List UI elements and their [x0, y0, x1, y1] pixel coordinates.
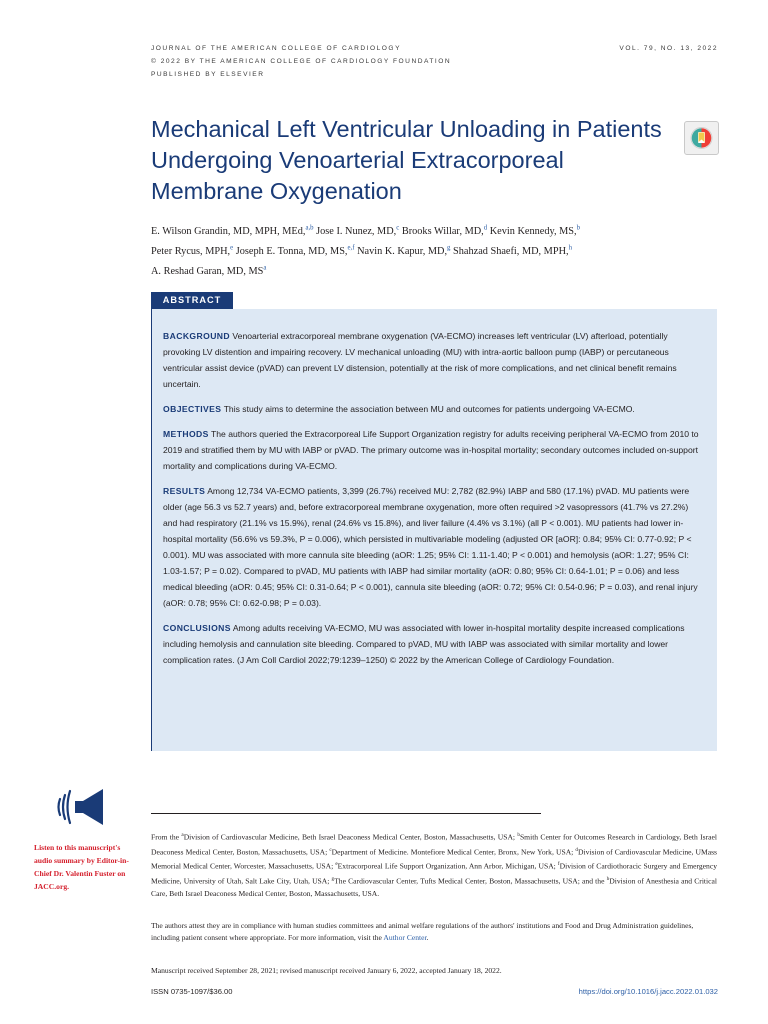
- manuscript-dates: Manuscript received September 28, 2021; revised manuscript received January 6, 2022, accepted January 18, 2022.: [151, 966, 502, 975]
- author-affiliation-mark: h: [568, 244, 572, 252]
- affiliation-text: Division of Cardiovascular Medicine, Beth Israel Deaconess Medical Center, Boston, Massachusetts, USA;: [183, 832, 518, 842]
- affiliation-mark: a: [181, 832, 184, 838]
- abstract-section-conclusions: [163, 620, 703, 668]
- affiliation-text: Department of Medicine. Montefiore Medical Center, Bronx, New York, USA;: [331, 847, 576, 857]
- author-entry: [402, 226, 487, 237]
- affiliation-text: Division of Cardiovascular Medicine, UMass Memorial Medical Center, Worcester, Massachusetts, USA;: [151, 847, 718, 871]
- abstract-section-results: [163, 483, 703, 611]
- author-name: A. Reshad Garan, MD, MS: [151, 266, 264, 278]
- author-entry: [357, 246, 450, 257]
- author-affiliation-mark: a,b: [305, 225, 314, 232]
- journal-name: JOURNAL OF THE AMERICAN COLLEGE OF CARDIOLOGY: [151, 45, 401, 52]
- attestation-period: .: [426, 933, 429, 943]
- abstract-section-text: Venoarterial extracorporeal membrane oxygenation (VA-ECMO) increases left ventricular (LV) afterload, potentially provoking LV distention and impairing recovery. LV mechanical unloading (MU) with intra-aortic balloon pump (IABP) or percutaneous ventricular assist device (pVAD) can prevent LV distension, potentially at the risk of more complications, and net clinical benefit remains uncertain.: [163, 331, 677, 389]
- abstract-section-methods: [163, 426, 703, 474]
- abstract-section-heading: OBJECTIVES: [163, 404, 222, 414]
- abstract-section-heading: RESULTS: [163, 486, 206, 496]
- affiliation-text: The Cardiovascular Center, Tufts Medical Center, Boston, Massachusetts, USA; and the: [334, 876, 607, 886]
- author-center-link[interactable]: Author Center: [383, 933, 427, 943]
- author-entry: [316, 226, 399, 237]
- footnote-rule: [151, 813, 541, 814]
- author-affiliation-mark: g: [447, 244, 451, 252]
- abstract-section-text: The authors queried the Extracorporeal Life Support Organization registry for adults receiving peripheral VA-ECMO from 2010 to 2019 and stratified them by MU with IABP or pVAD. The primary outcome was in-hospital mortality; secondary outcomes included on-support mortality and complications during VA-ECMO.: [163, 429, 699, 471]
- abstract-section-heading: CONCLUSIONS: [163, 623, 231, 633]
- affiliation-text: Extracorporeal Life Support Organization, Ann Arbor, Michigan, USA;: [337, 862, 558, 871]
- author-affiliation-mark: d: [483, 225, 488, 232]
- affiliation-mark: f: [557, 861, 560, 868]
- abstract-section-text: Among 12,734 VA-ECMO patients, 3,399 (26.7%) received MU: 2,782 (82.9%) IABP and 580 (17.1%) pVAD. MU patients were older (age 56.3 vs 52.7 years) and, before extracorporeal membrane oxygenation, more often required >2 vasopressors (41.7% vs 27.2%) and had respiratory (21.1% vs 15.9%), renal (24.6% vs 15.8%), and liver failure (4.4% vs 3.1%) (all P < 0.001). MU patients had lower in-hospital mortality (56.6% vs 59.3%, P = 0.006), which persisted in multivariable modeling (adjusted OR [aOR]: 0.84; 95% CI: 0.77-0.92; P < 0.001). MU was associated with more cannula site bleeding (aOR: 1.25; 95% CI: 1.11-1.40; P < 0.001) and hemolysis (aOR: 1.27; 95% CI: 1.03-1.57; P = 0.02). Compared to pVAD, MU patients with IABP had similar mortality (aOR: 0.80; 95% CI: 0.64-1.01; P = 0.06) and less medical bleeding (aOR: 0.45; 95% CI: 0.31-0.64; P < 0.001), cannula site bleeding (aOR: 0.72; 95% CI: 0.54-0.96; P = 0.03), and renal injury (aOR: 0.78; 95% CI: 0.62-0.98; P = 0.03).: [163, 486, 698, 608]
- author-name: Joseph E. Tonna, MD, MS,: [235, 246, 348, 258]
- article-title: Mechanical Left Ventricular Unloading in Patients Undergoing Venoarterial Extracorporeal Membrane Oxygenation: [151, 116, 662, 204]
- audio-summary-note[interactable]: Listen to this manuscript's audio summary by Editor-in-Chief Dr. Valentin Fuster on JACC.org.: [34, 843, 129, 891]
- abstract-tab: ABSTRACT: [151, 292, 233, 309]
- author-name: Navin K. Kapur, MD,: [357, 246, 448, 258]
- affiliation-mark: b: [517, 832, 520, 838]
- affiliation-mark: c: [329, 846, 332, 853]
- speaker-sound-icon[interactable]: [56, 785, 111, 830]
- author-list: [151, 221, 696, 281]
- abstract-section-text: This study aims to determine the association between MU and outcomes for patients undergoing VA-ECMO.: [223, 404, 635, 414]
- affiliation-mark: h: [606, 876, 610, 883]
- doi-link[interactable]: https://doi.org/10.1016/j.jacc.2022.01.032: [578, 987, 718, 996]
- abstract-box: [151, 309, 717, 751]
- abstract-section-heading: METHODS: [163, 429, 209, 439]
- abstract-section-heading: BACKGROUND: [163, 331, 231, 341]
- author-entry: [151, 246, 233, 257]
- author-entry: [236, 246, 355, 257]
- abstract-section-background: [163, 328, 703, 392]
- author-entry: [453, 246, 572, 257]
- attestation-text: The authors attest they are in compliance with human studies committees and animal welfare regulations of the authors' institutions and Food and Drug Administration guidelines, including patient consent where appropriate. For more information, visit the: [151, 921, 694, 943]
- abstract-rule: [151, 309, 152, 751]
- affiliation-mark: e: [335, 861, 338, 868]
- abstract-content: [163, 328, 703, 677]
- copyright-line: © 2022 BY THE AMERICAN COLLEGE OF CARDIOLOGY FOUNDATION: [151, 58, 452, 65]
- author-name: Jose I. Nunez, MD,: [316, 226, 397, 238]
- author-entry: [151, 226, 314, 237]
- author-name: Kevin Kennedy, MS,: [489, 226, 577, 238]
- author-name: Peter Rycus, MPH,: [151, 246, 231, 258]
- author-affiliation-mark: e,f: [347, 244, 355, 252]
- affiliation-text: Division of Anesthesia and Critical Care, Beth Israel Deaconess Medical Center, Boston, Massachusetts, USA.: [151, 876, 717, 898]
- author-name: Brooks Willar, MD,: [401, 226, 484, 238]
- author-affiliation-mark: c: [396, 225, 400, 232]
- issn-price: ISSN 0735-1097/$36.00: [151, 987, 233, 996]
- author-affiliation-mark: e: [230, 244, 234, 252]
- author-affiliation-mark: a: [263, 264, 267, 272]
- author-name: Shahzad Shaefi, MD, MPH,: [453, 246, 569, 258]
- publisher-line: PUBLISHED BY ELSEVIER: [151, 71, 265, 78]
- volume-info: VOL. 79, NO. 13, 2022: [619, 45, 718, 52]
- affiliations: [151, 829, 717, 900]
- affiliation-mark: g: [331, 876, 335, 883]
- author-entry: [151, 266, 266, 277]
- abstract-section-objectives: [163, 401, 703, 417]
- affiliation-text: Smith Center for Outcomes Research in Cardiology, Beth Israel Deaconess Medical Center, Boston, Massachusetts, USA;: [151, 832, 718, 857]
- affiliation-mark: d: [575, 846, 579, 853]
- author-entry: [490, 226, 580, 237]
- crossmark-icon[interactable]: [684, 121, 719, 155]
- author-affiliation-mark: b: [576, 225, 581, 232]
- affiliation-text: Division of Cardiothoracic Surgery and Emergency Medicine, University of Utah, Salt Lake City, Utah, USA;: [151, 862, 718, 886]
- affiliation-text: From the: [151, 832, 182, 842]
- attestation: [151, 920, 717, 944]
- author-name: E. Wilson Grandin, MD, MPH, MEd,: [151, 226, 306, 238]
- abstract-section-text: Among adults receiving VA-ECMO, MU was associated with lower in-hospital mortality despite increased complications including hemolysis and cannulation site bleeding. Compared to pVAD, MU with IABP was associated with similar mortality and lower complication rates. (J Am Coll Cardiol 2022;79:1239–1250) © 2022 by the American College of Cardiology Foundation.: [163, 623, 685, 665]
